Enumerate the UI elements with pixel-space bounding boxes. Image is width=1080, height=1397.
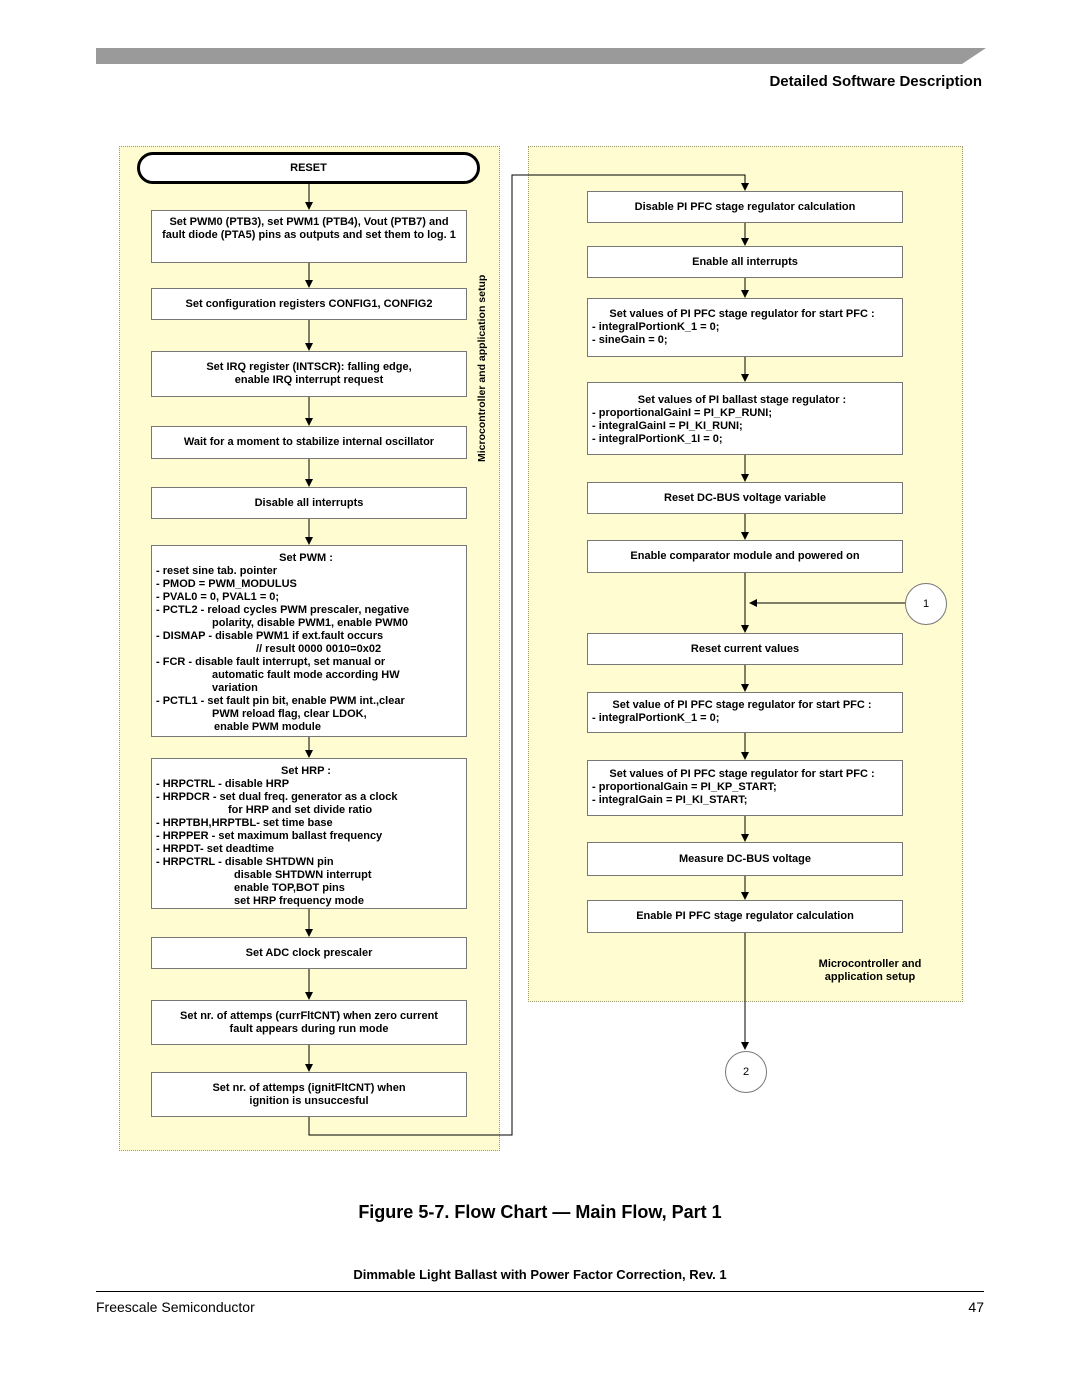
right-panel-label-line: application setup	[824, 971, 916, 983]
set-hrp-line: for HRP and set divide ratio	[228, 804, 373, 816]
flow-step-reset-dcbus: Reset DC-BUS voltage variable	[587, 482, 903, 514]
flow-step-config-registers: Set configuration registers CONFIG1, CONFIG2	[151, 288, 467, 320]
ballast-line: - integralPortionK_1I = 0;	[592, 433, 723, 445]
set-pwm-line: enable PWM module	[214, 721, 321, 733]
set-hrp-heading: Set HRP :	[281, 765, 331, 777]
left-panel-vertical-label: Microcontroller and application setup	[476, 274, 488, 462]
set-hrp-line: disable SHTDWN interrupt	[234, 869, 372, 881]
flow-step-enable-comparator: Enable comparator module and powered on	[587, 540, 903, 573]
flow-step-set-pins: Set PWM0 (PTB3), set PWM1 (PTB4), Vout (PTB7) and fault diode (PTA5) pins as outputs and set them to log. 1	[151, 210, 467, 263]
set-pwm-line: - PMOD = PWM_MODULUS	[156, 578, 297, 590]
set-pwm-line: - DISMAP - disable PWM1 if ext.fault occurs	[156, 630, 384, 642]
set-pwm-line: polarity, disable PWM1, enable PWM0	[212, 617, 409, 629]
set-hrp-line: - HRPPER - set maximum ballast frequency	[156, 830, 383, 842]
flow-step-disable-pi-pfc: Disable PI PFC stage regulator calculation	[587, 191, 903, 223]
ballast-line: - integralGainI = PI_KI_RUNI;	[592, 420, 743, 432]
flow-step-pfc-start-gains	[587, 760, 903, 816]
reset-terminal: RESET	[137, 152, 480, 184]
pfc-start-line: - integralPortionK_1 = 0;	[592, 321, 720, 333]
set-pwm-line: PWM reload flag, clear LDOK,	[212, 708, 367, 720]
flow-step-pfc-start-value	[587, 692, 903, 733]
connector-1: 1	[905, 583, 947, 625]
section-title: Detailed Software Description	[769, 73, 982, 90]
footer-page-number: 47	[968, 1299, 984, 1315]
right-panel-label-line: Microcontroller and	[818, 958, 922, 970]
pfc-start2-heading: Set value of PI PFC stage regulator for start PFC :	[612, 699, 872, 711]
pfc-start-heading: Set values of PI PFC stage regulator for start PFC :	[609, 308, 875, 320]
pfc-start2-line: - integralPortionK_1 = 0;	[592, 712, 720, 724]
flow-step-set-hrp	[151, 758, 467, 909]
set-hrp-line: - HRPDCR - set dual freq. generator as a clock	[156, 791, 398, 803]
flow-step-ignit-flt-cnt: Set nr. of attemps (ignitFltCNT) when ignition is unsuccesful	[151, 1072, 467, 1117]
flow-step-wait-oscillator: Wait for a moment to stabilize internal oscillator	[151, 426, 467, 459]
flow-step-enable-pi-pfc: Enable PI PFC stage regulator calculation	[587, 900, 903, 933]
footer-company: Freescale Semiconductor	[96, 1299, 255, 1315]
footer-rule	[96, 1291, 984, 1292]
flow-step-measure-dcbus: Measure DC-BUS voltage	[587, 842, 903, 876]
ballast-heading: Set values of PI ballast stage regulator :	[637, 394, 847, 406]
set-pwm-line: // result 0000 0010=0x02	[256, 643, 382, 655]
set-hrp-line: set HRP frequency mode	[234, 895, 365, 907]
set-hrp-line: enable TOP,BOT pins	[234, 882, 345, 894]
right-panel-label	[790, 958, 950, 984]
pfc-start3-line: - proportionalGain = PI_KP_START;	[592, 781, 777, 793]
flow-step-irq-register: Set IRQ register (INTSCR): falling edge, enable IRQ interrupt request	[151, 351, 467, 397]
set-pwm-heading: Set PWM :	[279, 552, 333, 564]
set-pwm-line: - reset sine tab. pointer	[156, 565, 278, 577]
set-hrp-line: - HRPCTRL - disable SHTDWN pin	[156, 856, 334, 868]
flow-step-adc-prescaler: Set ADC clock prescaler	[151, 937, 467, 969]
connector-2: 2	[725, 1051, 767, 1093]
flow-step-curr-flt-cnt: Set nr. of attemps (currFltCNT) when zero current fault appears during run mode	[151, 1000, 467, 1045]
pfc-start3-heading: Set values of PI PFC stage regulator for start PFC :	[609, 768, 875, 780]
set-pwm-line: - PCTL2 - reload cycles PWM prescaler, negative	[156, 604, 410, 616]
set-hrp-line: - HRPTBH,HRPTBL- set time base	[156, 817, 333, 829]
flow-step-set-pwm	[151, 545, 467, 737]
set-hrp-line: - HRPCTRL - disable HRP	[156, 778, 290, 790]
flow-step-enable-interrupts: Enable all interrupts	[587, 246, 903, 278]
figure-caption: Figure 5-7. Flow Chart — Main Flow, Part 1	[358, 1202, 722, 1222]
set-pwm-line: automatic fault mode according HW	[212, 669, 400, 681]
flow-step-reset-current: Reset current values	[587, 633, 903, 665]
flow-step-ballast-values	[587, 382, 903, 455]
ballast-line: - proportionalGainI = PI_KP_RUNI;	[592, 407, 772, 419]
set-pwm-line: - PVAL0 = 0, PVAL1 = 0;	[156, 591, 280, 603]
set-pwm-line: - PCTL1 - set fault pin bit, enable PWM int.,clear	[156, 695, 405, 707]
set-pwm-line: variation	[212, 682, 258, 694]
set-pwm-line: - FCR - disable fault interrupt, set manual or	[156, 656, 386, 668]
set-hrp-line: - HRPDT- set deadtime	[156, 843, 274, 855]
document-title: Dimmable Light Ballast with Power Factor Correction, Rev. 1	[353, 1267, 727, 1282]
flow-step-disable-interrupts: Disable all interrupts	[151, 487, 467, 519]
pfc-start3-line: - integralGain = PI_KI_START;	[592, 794, 748, 806]
flow-step-pfc-start-values	[587, 298, 903, 357]
pfc-start-line: - sineGain = 0;	[592, 334, 668, 346]
